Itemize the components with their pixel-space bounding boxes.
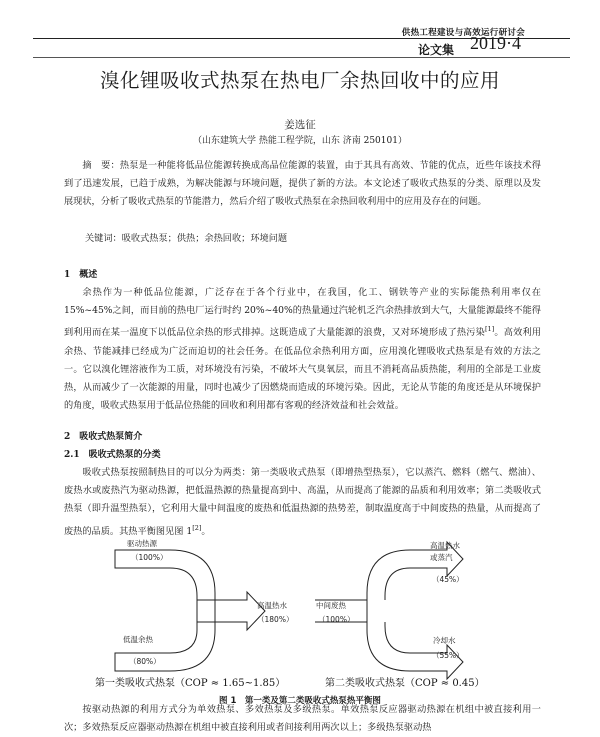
right-input-line2: （100%）: [318, 615, 355, 624]
section-2-heading: 2 吸收式热泵简介: [64, 432, 143, 442]
section-1-heading: 1 概述: [64, 270, 98, 280]
right-output-top-line3: （45%）: [432, 575, 464, 584]
section-2-1-heading: 2.1 吸收式热泵的分类: [64, 450, 161, 460]
left-output-line1: 高温热水: [257, 601, 287, 610]
series-header: 供热工程建设与高效运行研讨会: [401, 28, 525, 38]
right-input-line1: 中间废热: [316, 601, 346, 610]
right-output-bottom-line1: 冷却水: [433, 636, 456, 645]
category-label: 论文集: [418, 43, 455, 57]
affiliation: （山东建筑大学 热能工程学院，山东 济南 250101）: [193, 136, 407, 146]
citation-1: [1]: [485, 325, 495, 334]
left-diagram-caption: 第一类吸收式热泵（COP ≈ 1.65~1.85）: [95, 678, 286, 688]
section-1-text-a: 余热作为一种低品位能源，广泛存在于各个行业中，在我国，化工、钢铁等产业的实际能热利用率仅在 15%~45%之间，而目前的热电厂运行时约 20%~40%的热量通过汽轮机乏汽余热排放到大气，大量能源最终不能得到利用而在某一温度下以低品位余热的形式排掉。这既造成了大量能源的浪费，又对环境形成了热污染: [64, 287, 541, 339]
section-1-text-b: 。高效利用余热、节能减排已经成为广泛而迫切的社会任务。在低品位余热利用方面，应用溴化锂吸收式热泵是有效的方法之一。它以溴化锂溶液作为工质，对环境没有污染，不破坏大气臭氧层，而且不消耗高品质热能，利用的全部是工业废热，从而减少了一次能源的用量，同时也减少了因燃烧而造成的环境污染。因此，无论从节能的角度还是从环境保护的角度，吸收式热泵用于低品位热能的回收和利用都有客观的经济效益和社会效益。: [64, 327, 542, 412]
issue-label: 2019·4: [470, 33, 521, 53]
section-2-1-body: [64, 464, 541, 541]
right-output-top-line1: 高温热水: [430, 541, 460, 550]
left-input-top-line2: （100%）: [131, 553, 168, 562]
left-flow-out-arrow: [215, 592, 265, 630]
left-input-bottom-line1: 低温余热: [123, 635, 153, 644]
section-2-text-b: 。: [201, 525, 211, 537]
right-diagram-caption: 第二类吸收式热泵（COP ≈ 0.45）: [325, 678, 485, 688]
figure-caption: 图 1 第一类及第二类吸收式热泵热平衡图: [219, 696, 381, 706]
figure-1: [75, 538, 525, 688]
author: 姜选征: [284, 119, 316, 131]
section-1-body: [64, 284, 541, 415]
citation-2: [2]: [192, 523, 202, 532]
left-input-bottom-line2: （80%）: [129, 657, 161, 666]
header-rule-lower: [33, 57, 570, 58]
right-flow-top: [367, 542, 463, 600]
keywords: 关键词：吸收式热泵；供热；余热回收；环境问题: [85, 233, 288, 244]
abstract: 摘 要：热泵是一种能将低品位能源转换成高品位能源的装置，由于其具有高效、节能的优点，近些年该技术得到了迅速发展，已趋于成熟，为解决能源与环境问题，提供了新的方法。本文论述了吸收式热泵的分类、原理以及发展现状，分析了吸收式热泵的节能潜力，然后介绍了吸收式热泵在余热回收利用中的应用及存在的问题。: [64, 160, 541, 208]
right-output-top-line2: 或蒸汽: [430, 553, 453, 562]
paper-title: 溴化锂吸收式热泵在热电厂余热回收中的应用: [99, 69, 500, 92]
section-2-text-a: 吸收式热泵按照制热目的可以分为两类：第一类吸收式热泵（即增热型热泵），它以蒸汽、燃料（燃气、燃油）、废热水或废热汽为驱动热源，把低温热源的热量提高到中、高温，从而提高了能源的品质和利用效率；第二类吸收式热泵（即升温型热泵），它利用大量中间温度的废热和低温热源的热势差，制取温度高于中间废热的热量，从而提高了废热的品质。其热平衡图见图 1: [64, 467, 541, 537]
left-input-top-line1: 驱动热源: [127, 539, 157, 548]
right-output-bottom-line2: （55%）: [432, 651, 464, 660]
trailing-paragraph: 按驱动热源的利用方式分为单效热泵、多效热泵及多级热泵。单效热泵反应器驱动热源在机组中被直接利用一次；多效热泵反应器驱动热源在机组中被直接利用或者间接利用两次以上；多级热泵驱动热: [64, 704, 541, 734]
left-output-line2: （180%）: [257, 615, 294, 624]
